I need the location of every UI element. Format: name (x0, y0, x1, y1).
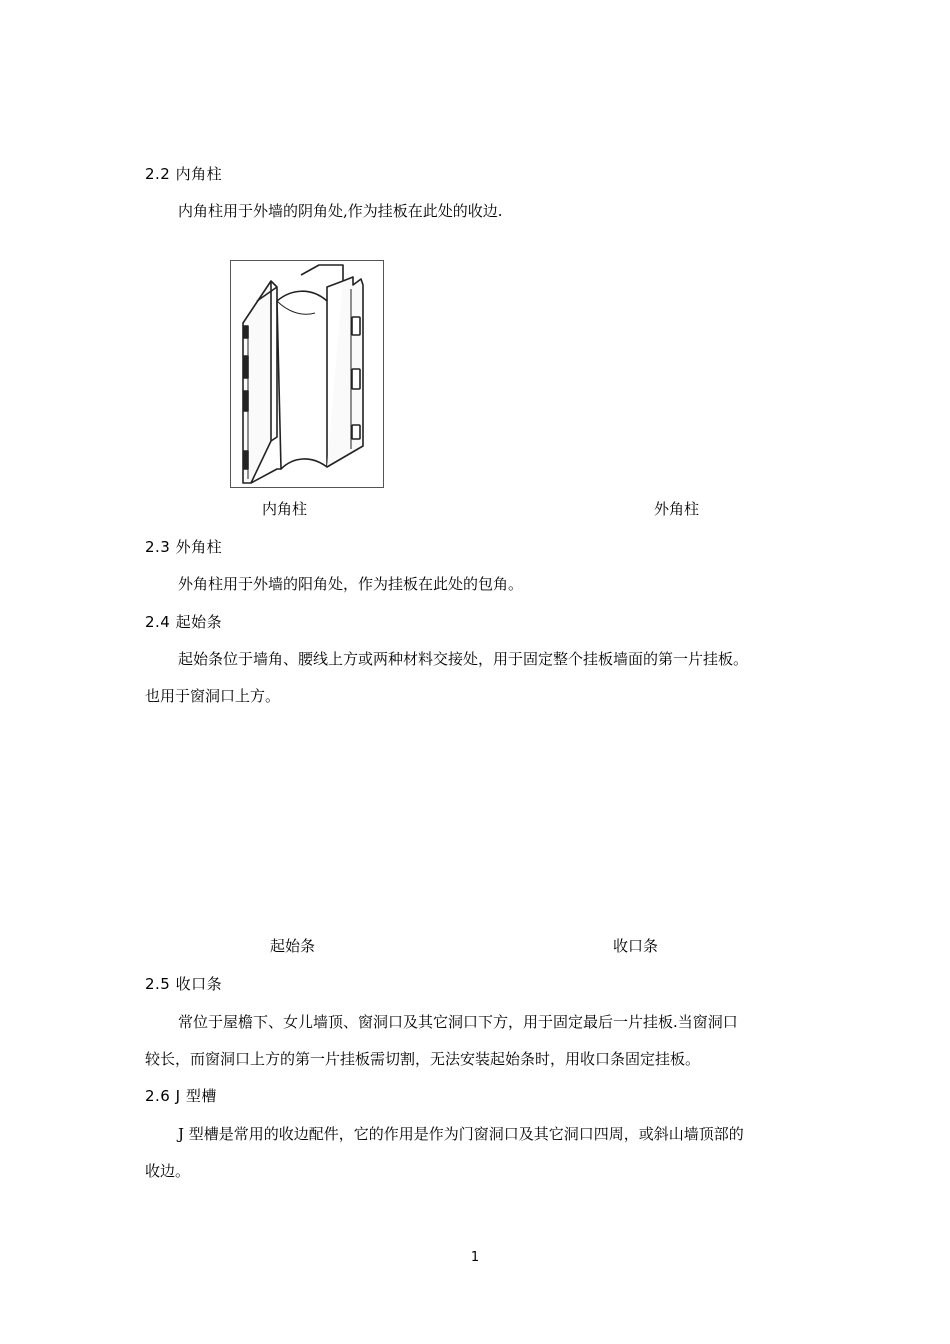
section-heading-2-2: 2.2 内角柱 (145, 165, 223, 183)
section-heading-2-4: 2.4 起始条 (145, 613, 223, 631)
section-text-2-6-line1: J 型槽是常用的收边配件，它的作用是作为门窗洞口及其它洞口四周，或斜山墙顶部的 (178, 1125, 744, 1143)
section-text-2-6-line2: 收边。 (145, 1162, 191, 1180)
section-text-2-3: 外角柱用于外墙的阳角处，作为挂板在此处的包角。 (178, 575, 524, 593)
section-heading-2-5: 2.5 收口条 (145, 975, 223, 993)
caption-outer-corner: 外角柱 (654, 500, 700, 518)
section-heading-2-3: 2.3 外角柱 (145, 538, 223, 556)
section-text-2-5-line1: 常位于屋檐下、女儿墙顶、窗洞口及其它洞口下方，用于固定最后一片挂板.当窗洞口 (178, 1013, 738, 1031)
section-text-2-2: 内角柱用于外墙的阴角处,作为挂板在此处的收边. (178, 202, 503, 220)
section-text-2-4-line1: 起始条位于墙角、腰线上方或两种材料交接处，用于固定整个挂板墙面的第一片挂板。 (178, 650, 749, 668)
inner-corner-post-drawing (231, 261, 383, 487)
caption-starter-strip: 起始条 (270, 937, 316, 955)
caption-inner-corner: 内角柱 (262, 500, 308, 518)
section-text-2-5-line2: 较长，而窗洞口上方的第一片挂板需切割，无法安装起始条时，用收口条固定挂板。 (145, 1050, 701, 1068)
caption-finish-strip: 收口条 (613, 937, 659, 955)
section-heading-2-6: 2.6 J 型槽 (145, 1087, 217, 1105)
section-text-2-4-line2: 也用于窗洞口上方。 (145, 687, 281, 705)
page-number: 1 (470, 1250, 480, 1265)
inner-corner-post-figure (230, 260, 384, 488)
